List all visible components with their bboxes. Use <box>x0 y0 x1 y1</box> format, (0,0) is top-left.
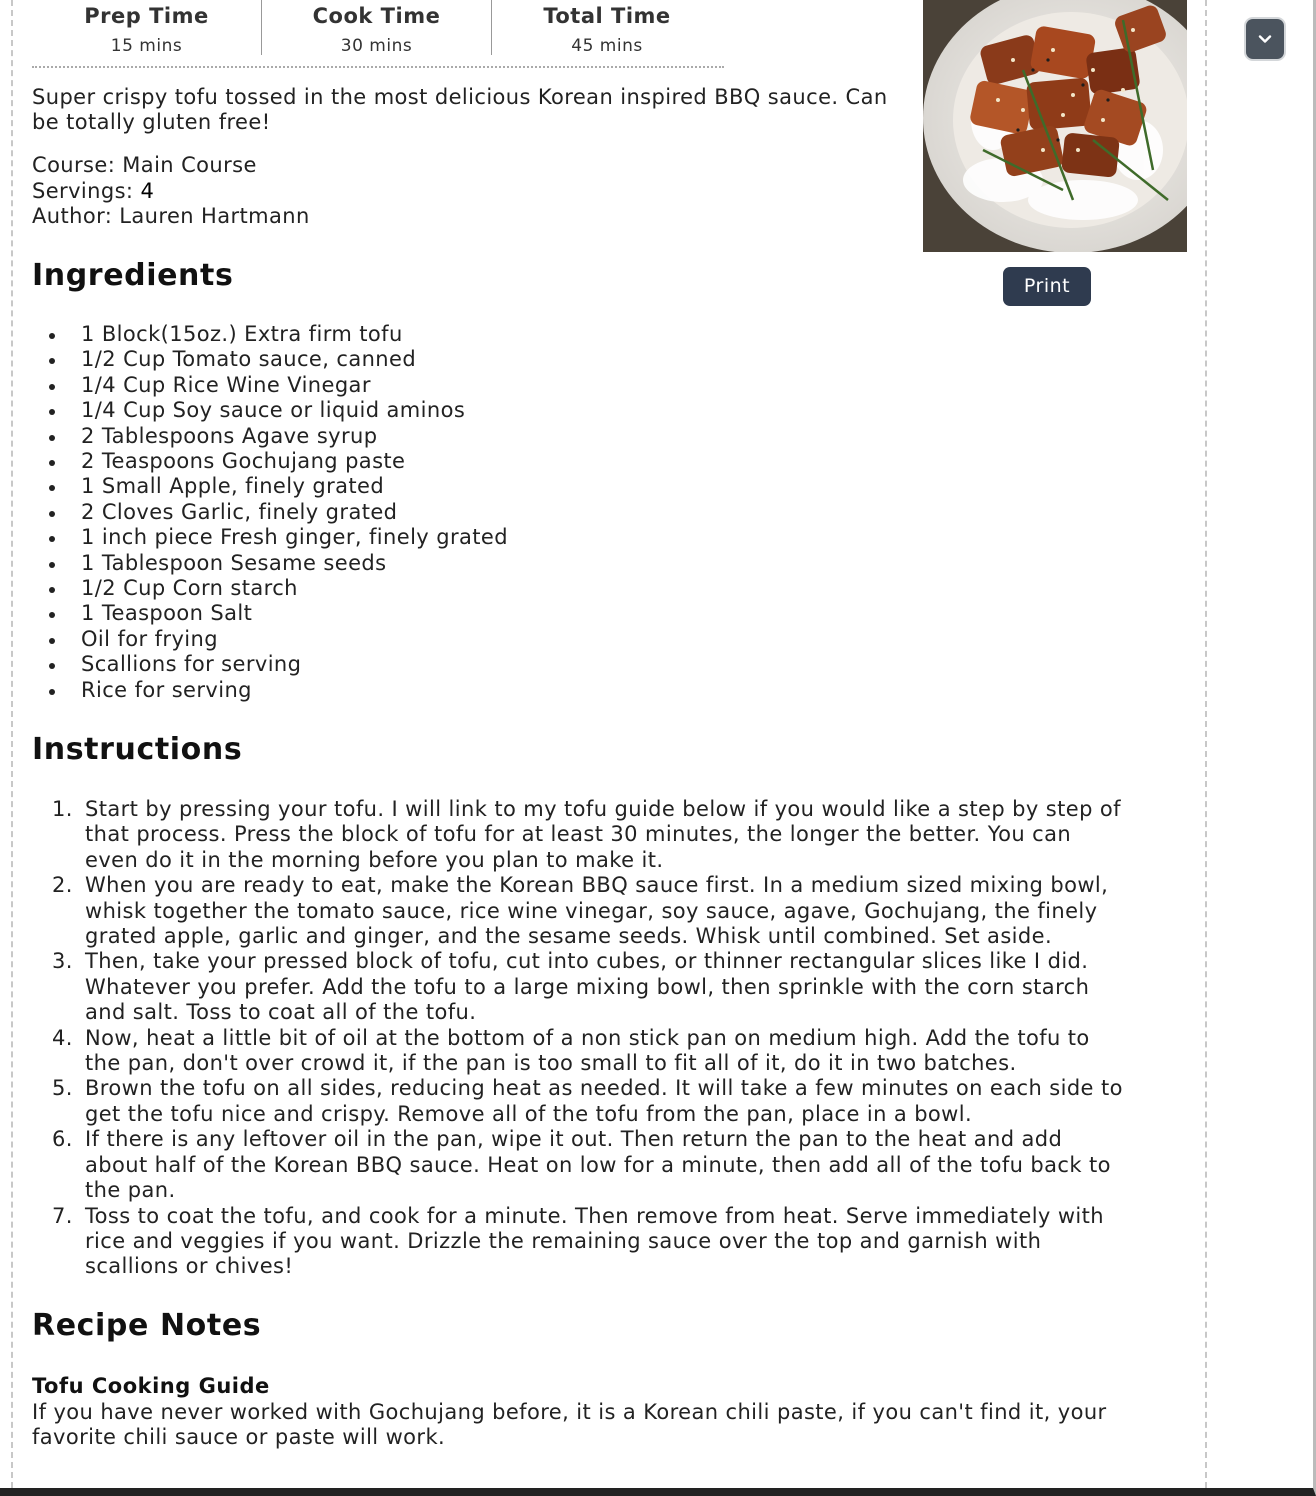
recipe-times <box>32 0 724 68</box>
ingredient-item: 1/4 Cup Soy sauce or liquid aminos <box>32 398 508 423</box>
instruction-step <box>32 1204 1192 1280</box>
step-line: Start by pressing your tofu. I will link to my tofu guide below if you would like a step by step of <box>85 797 1121 821</box>
left-dashed-border <box>11 0 13 1488</box>
step-line: even do it in the morning before you plan to make it. <box>85 847 664 872</box>
servings-label: Servings: <box>32 178 141 203</box>
recipe-notes-heading: Recipe Notes <box>32 1308 262 1343</box>
author-value: Lauren Hartmann <box>119 204 310 228</box>
step-line: Toss to coat the tofu, and cook for a minute. Then remove from heat. Serve immediately with <box>85 1203 1104 1228</box>
note-title: Tofu Cooking Guide <box>32 1374 270 1398</box>
instruction-step <box>32 1076 1192 1127</box>
author-row <box>32 204 310 230</box>
time-value: 30 mins <box>340 36 413 56</box>
ingredient-item: 2 Tablespoons Agave syrup <box>32 424 508 449</box>
ingredient-item: 1 Small Apple, finely grated <box>32 474 508 499</box>
step-line: whisk together the tomato sauce, rice wine vinegar, soy sauce, agave, Gochujang, the finely <box>85 898 1098 923</box>
course-label: Course: <box>32 153 123 177</box>
step-number: 5. <box>52 1076 73 1101</box>
step-line: and salt. Toss to coat all of the tofu. <box>85 1000 477 1025</box>
step-line: Brown the tofu on all sides, reducing heat as needed. It will take a few minutes on each side to <box>85 1076 1123 1101</box>
ingredient-item: 1/2 Cup Tomato sauce, canned <box>32 347 508 372</box>
prep-time <box>32 0 262 55</box>
time-label: Prep Time <box>84 4 209 28</box>
note-line: favorite chili sauce or paste will work. <box>32 1425 446 1450</box>
time-value: 15 mins <box>110 36 183 56</box>
note-line: If you have never worked with Gochujang before, it is a Korean chili paste, if you can't find it, your <box>32 1400 1107 1424</box>
step-line: scallions or chives! <box>85 1254 294 1279</box>
step-line: grated apple, garlic and ginger, and the sesame seeds. Whisk until combined. Set aside. <box>85 924 1053 949</box>
recipe-photo <box>923 0 1187 252</box>
servings-row <box>32 179 310 205</box>
course-value: Main Course <box>122 153 257 177</box>
step-line: Then, take your pressed block of tofu, cut into cubes, or thinner rectangular slices like I did. <box>85 949 1089 974</box>
course-row <box>32 153 310 179</box>
instructions-list <box>32 797 1192 1280</box>
step-line: Whatever you prefer. Add the tofu to a large mixing bowl, then sprinkle with the corn starch <box>85 974 1090 999</box>
ingredients-heading: Ingredients <box>32 258 234 293</box>
time-value: 45 mins <box>571 36 643 56</box>
collapse-toggle-button[interactable] <box>1246 19 1284 59</box>
ingredient-item: 1 inch piece Fresh ginger, finely grated <box>32 525 508 550</box>
ingredient-item: 1 Teaspoon Salt <box>32 601 508 626</box>
step-number: 1. <box>52 797 73 821</box>
step-line: rice and veggies if you want. Drizzle the remaining sauce over the top and garnish with <box>85 1228 1042 1253</box>
step-line: that process. Press the block of tofu for at least 30 minutes, the longer the better. You can <box>85 822 1072 847</box>
step-number: 6. <box>52 1127 73 1152</box>
ingredient-item: 1/2 Cup Corn starch <box>32 576 508 601</box>
step-line: Now, heat a little bit of oil at the bottom of a non stick pan on medium high. Add the tofu to <box>85 1025 1090 1050</box>
instruction-step <box>32 873 1192 949</box>
total-time <box>492 0 722 55</box>
step-line: the pan, don't over crowd it, if the pan is too small to fit all of it, do it in two batches. <box>85 1051 1017 1076</box>
note-text <box>32 1400 1192 1451</box>
instructions-heading: Instructions <box>32 732 243 767</box>
step-number: 3. <box>52 949 73 974</box>
step-line: If there is any leftover oil in the pan, wipe it out. Then return the pan to the heat and add <box>85 1127 1063 1152</box>
step-number: 7. <box>52 1203 73 1228</box>
instruction-step <box>32 797 1192 873</box>
step-line: the pan. <box>85 1178 176 1203</box>
ingredient-item: Oil for frying <box>32 627 508 652</box>
chevron-down-icon <box>1257 31 1273 47</box>
ingredient-item: 1 Block(15oz.) Extra firm tofu <box>32 322 508 347</box>
ingredient-item: 2 Teaspoons Gochujang paste <box>32 449 508 474</box>
author-label: Author: <box>32 204 120 228</box>
instruction-step <box>32 949 1192 1025</box>
instruction-step <box>32 1127 1192 1203</box>
ingredient-item: 2 Cloves Garlic, finely grated <box>32 500 508 525</box>
step-number: 4. <box>52 1025 73 1050</box>
print-button[interactable]: Print <box>1003 267 1091 306</box>
ingredient-item: Scallions for serving <box>32 652 508 677</box>
recipe-summary: Super crispy tofu tossed in the most delicious Korean inspired BBQ sauce. Can be totally gluten free! <box>32 85 888 134</box>
instruction-step <box>32 1026 1192 1077</box>
step-line: When you are ready to eat, make the Korean BBQ sauce first. In a medium sized mixing bowl, <box>85 873 1109 898</box>
step-number: 2. <box>52 873 73 898</box>
korean-bbq-tofu-image <box>923 0 1187 252</box>
step-line: get the tofu nice and crispy. Remove all of the tofu from the pan, place in a bowl. <box>85 1101 973 1126</box>
time-label: Total Time <box>543 4 671 28</box>
right-dashed-border <box>1205 0 1207 1488</box>
servings-value[interactable]: 4 <box>140 178 155 203</box>
ingredients-list <box>32 322 508 703</box>
cook-time <box>262 0 492 55</box>
step-line: about half of the Korean BBQ sauce. Heat on low for a minute, then add all of the tofu back to <box>85 1152 1111 1177</box>
ingredient-item: Rice for serving <box>32 678 508 703</box>
ingredient-item: 1/4 Cup Rice Wine Vinegar <box>32 373 508 398</box>
ingredient-item: 1 Tablespoon Sesame seeds <box>32 551 508 576</box>
time-label: Cook Time <box>312 4 441 28</box>
recipe-meta <box>32 153 310 230</box>
